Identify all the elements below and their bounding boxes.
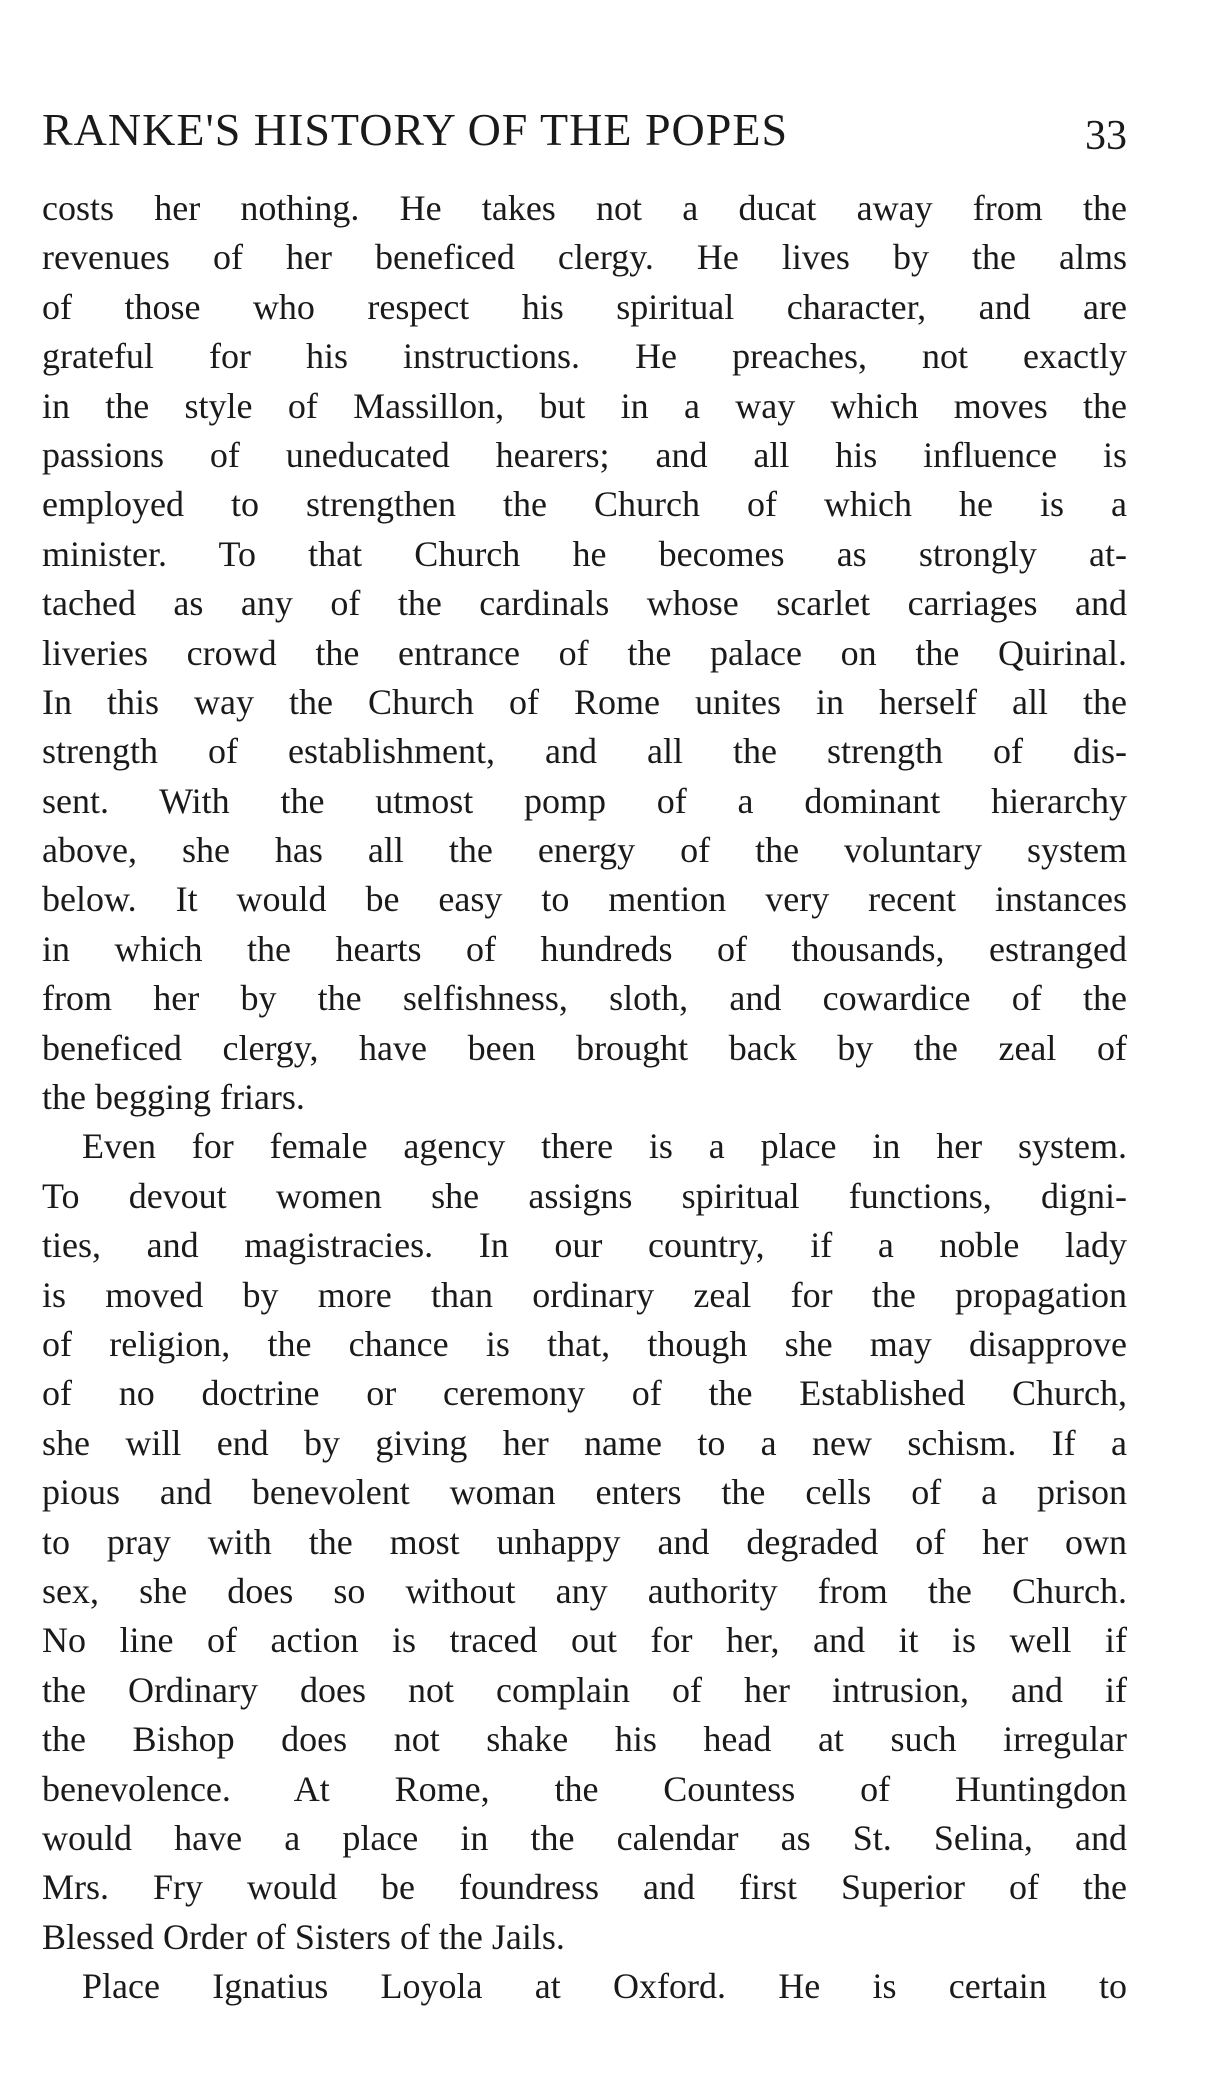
page-header: [42, 100, 1127, 160]
text-line: costs her nothing. He takes not a ducat away from the: [42, 188, 1127, 228]
text-line: grateful for his instructions. He preaches, not exactly: [42, 336, 1127, 377]
text-line: beneficed clergy, have been brought back by the zeal of: [42, 1027, 1127, 1068]
paragraph-first-line: Place Ignatius Loyola at Oxford. He is certain to: [82, 1966, 1127, 2007]
text-line: employed to strengthen the Church of which he is a: [42, 484, 1127, 525]
text-line: is moved by more than ordinary zeal for the propagation: [42, 1274, 1127, 1315]
text-line: In this way the Church of Rome unites in herself all the: [42, 681, 1127, 722]
text-line: would have a place in the calendar as St. Selina, and: [42, 1817, 1127, 1858]
text-line: to pray with the most unhappy and degraded of her own: [42, 1521, 1127, 1562]
paragraph-last-line: Blessed Order of Sisters of the Jails.: [42, 1916, 565, 1957]
running-title: RANKE'S HISTORY OF THE POPES: [42, 104, 789, 155]
text-line: passions of uneducated hearers; and all his influence is: [42, 434, 1127, 475]
text-line: the Ordinary does not complain of her intrusion, and if: [42, 1669, 1127, 1710]
text-line: sent. With the utmost pomp of a dominant hierarchy: [42, 780, 1127, 821]
text-line: benevolence. At Rome, the Countess of Huntingdon: [42, 1768, 1127, 1809]
text-line: liveries crowd the entrance of the palace on the Quirinal.: [42, 632, 1127, 673]
text-line: sex, she does so without any authority from the Church.: [42, 1570, 1127, 1611]
text-line: below. It would be easy to mention very recent instances: [42, 879, 1127, 920]
text-line: the Bishop does not shake his head at such irregular: [42, 1719, 1127, 1760]
text-line: in the style of Massillon, but in a way which moves the: [42, 385, 1127, 426]
text-line: revenues of her beneficed clergy. He lives by the alms: [42, 237, 1127, 278]
text-line: No line of action is traced out for her, and it is well if: [42, 1620, 1127, 1661]
text-line: Mrs. Fry would be foundress and first Superior of the: [42, 1867, 1127, 1908]
text-line: of those who respect his spiritual character, and are: [42, 286, 1127, 327]
text-line: she will end by giving her name to a new schism. If a: [42, 1422, 1127, 1463]
text-line: ties, and magistracies. In our country, if a noble lady: [42, 1225, 1127, 1266]
text-line: of religion, the chance is that, though she may disapprove: [42, 1323, 1127, 1364]
text-line: above, she has all the energy of the voluntary system: [42, 830, 1127, 871]
text-line: of no doctrine or ceremony of the Established Church,: [42, 1373, 1127, 1414]
text-line: pious and benevolent woman enters the cells of a prison: [42, 1472, 1127, 1513]
page-number: 33: [1085, 113, 1127, 159]
text-line: tached as any of the cardinals whose scarlet carriages and: [42, 583, 1127, 624]
paragraph-last-line: the begging friars.: [42, 1077, 305, 1118]
body-text: [42, 184, 1127, 2011]
text-line: strength of establishment, and all the strength of dis-: [42, 731, 1127, 772]
paragraph-first-line: Even for female agency there is a place in her system.: [82, 1126, 1127, 1167]
text-line: minister. To that Church he becomes as strongly at-: [42, 533, 1127, 574]
text-line: from her by the selfishness, sloth, and cowardice of the: [42, 978, 1127, 1019]
text-line: in which the hearts of hundreds of thousands, estranged: [42, 928, 1127, 969]
text-line: To devout women she assigns spiritual functions, digni-: [42, 1175, 1127, 1216]
